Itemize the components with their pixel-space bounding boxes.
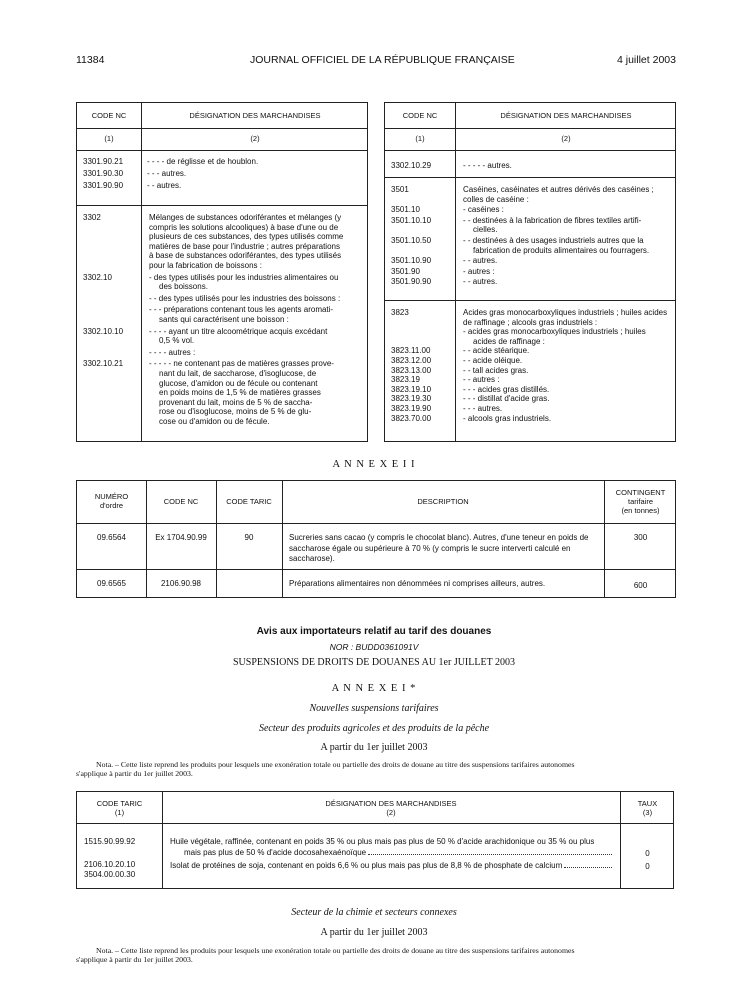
row-text (463, 385, 673, 395)
row-text: - - autres. (147, 181, 182, 190)
row-line: rose ou d'isoglucose, moins de 5 % de glu- (159, 407, 312, 417)
nota-agricole: Nota. – Cette liste reprend les produits pour lesquels une exonération totale ou partielle des droits de douane au titre des suspensions tarifaires autonomes s'applique à partir du 1er juillet 2003. (76, 760, 575, 778)
row-text (149, 305, 364, 324)
avis-nor: NOR : BUDD0361091V (329, 642, 419, 652)
row-line: pour la fabrication de boissons : (149, 260, 262, 270)
row-text (463, 308, 673, 327)
row-code: 3301.90.90 (83, 181, 124, 190)
page-date: 4 juillet 2003 (617, 54, 676, 66)
table-row (77, 181, 369, 193)
date-agricole: A partir du 1er juillet 2003 (320, 742, 428, 753)
col-header-code-nc: CODE NC (91, 111, 127, 120)
row-line: - - des types utilisés pour les industries des boissons : (149, 293, 341, 303)
row-code: 3823.13.00 (391, 365, 432, 375)
right-nc-table (384, 102, 676, 442)
row-line: - - acide stéarique. (463, 346, 530, 356)
row-code: 3302.10.21 (83, 359, 124, 369)
taric-row2-codes: 2106.10.20.10 3504.00.00.30 (84, 860, 136, 879)
right-block-3 (385, 308, 677, 423)
col-num-2: (2) (250, 134, 260, 143)
row-text (463, 267, 673, 277)
row-code: 3302.10.10 (83, 326, 124, 336)
row2-code-nc: 2106.90.98 (160, 579, 202, 588)
row-code: 3823.70.00 (391, 413, 432, 423)
col-num-1: (1) (104, 134, 114, 143)
row-line: - - - acides gras distillés. (463, 384, 550, 394)
left-block-2 (77, 213, 369, 428)
row-line: fabrication de produits alimentaires ou fourragers. (473, 245, 650, 255)
row-text (463, 327, 673, 346)
row1-taric: 90 (244, 533, 254, 542)
row-line: glucose, d'amidon ou de fécule ou contenant (159, 378, 318, 388)
table-row (77, 294, 369, 304)
header-code-taric: CODE TARIC (1) (96, 799, 143, 817)
row-text (149, 348, 364, 358)
avis-title: Avis aux importateurs relatif au tarif des douanes (256, 626, 492, 637)
row-text: - - - autres. (147, 169, 187, 178)
right-block-1 (385, 161, 677, 171)
row-line: sants qui caractérisent une boisson : (159, 314, 289, 324)
row-text (149, 273, 364, 292)
row-line: nant du lait, de saccharose, d'isoglucose, de (159, 368, 317, 378)
row-line: Acides gras monocarboxyliques industriels ; huiles acides (463, 308, 668, 317)
row-code: 3823.19.90 (391, 403, 432, 413)
row-line: - - - - autres : (149, 347, 196, 357)
table-row (385, 346, 677, 356)
row2-contingent: 600 (633, 581, 648, 590)
row-line: - - autres. (463, 256, 498, 266)
col-header-designation: DÉSIGNATION DES MARCHANDISES (189, 111, 321, 120)
row-line: en poids moins de 1,5 % de matières grasses (159, 388, 321, 398)
table-row (385, 356, 677, 366)
table-row (385, 161, 677, 171)
header-code-taric: CODE TARIC (226, 497, 272, 506)
row-line: compris les solutions alcooliques) à base d'une ou de (149, 222, 339, 232)
col-num-1: (1) (415, 134, 425, 143)
row-code: 3501.10.50 (391, 235, 432, 245)
table-row (385, 216, 677, 235)
row-line: des boissons. (159, 282, 208, 292)
row-code: 3501.10.90 (391, 256, 432, 266)
table-row (385, 414, 677, 424)
table-row (385, 327, 677, 346)
avis-subtitle: SUSPENSIONS DE DROITS DE DOUANES AU 1er JUILLET 2003 (232, 657, 516, 668)
row-line: - alcools gras industriels. (463, 413, 552, 423)
row2-description: Préparations alimentaires non dénommées ni comprises ailleurs, autres. (289, 579, 546, 588)
row-line: Caséines, caséinates et autres dérivés des caséines ; (463, 185, 654, 194)
secteur-agricole: Secteur des produits agricoles et des produits de la pêche (258, 723, 490, 734)
row-text (463, 375, 673, 385)
row-line: - acides gras monocarboxyliques industriels ; huiles (463, 327, 646, 337)
row-line: - - destinées à des usages industriels autres que la (463, 235, 644, 245)
row-text (463, 346, 673, 356)
header-taux: TAUX (3) (637, 799, 658, 817)
row1-description: Sucreries sans cacao (y compris le chocolat blanc). Autres, d'une teneur en poids de saccharose égale ou supérieure à 70 % (y compris le sucre interverti calculé en saccharose). (289, 533, 589, 563)
row-text (463, 216, 673, 235)
row-line: - - - - - ne contenant pas de matières grasses prove- (149, 359, 334, 369)
row-line: - - tall acides gras. (463, 365, 529, 375)
row-text (463, 366, 673, 376)
table-row (385, 394, 677, 404)
row-line: colles de caséine : (463, 194, 529, 204)
header-contingent: CONTINGENT tarifaire (en tonnes) (615, 488, 666, 515)
left-block-1 (77, 157, 369, 193)
col-header-designation: DÉSIGNATION DES MARCHANDISES (500, 111, 632, 120)
row-code: 3823.19.10 (391, 384, 432, 394)
row-text (463, 277, 673, 287)
table-row (385, 277, 677, 287)
row2-numero: 09.6565 (97, 579, 126, 588)
page-number: 11384 (76, 54, 105, 66)
row-text (463, 404, 673, 414)
nota-chimie: Nota. – Cette liste reprend les produits pour lesquels une exonération totale ou partielle des droits de douane au titre des suspensions tarifaires autonomes s'applique à partir du 1er juillet 2003. (76, 946, 575, 964)
table-row (385, 267, 677, 277)
table-row (385, 385, 677, 395)
row-text (463, 205, 673, 215)
nouvelles-suspensions: Nouvelles suspensions tarifaires (309, 703, 439, 714)
table-row (385, 185, 677, 204)
row-line: cielles. (473, 225, 498, 235)
row-line: - - - - ayant un titre alcoométrique acquis excédant (149, 326, 328, 336)
row-line: Mélanges de substances odoriférantes et mélanges (y (149, 213, 342, 222)
row-code: 3823.11.00 (391, 346, 431, 356)
row-code: 3823.19.30 (391, 394, 432, 404)
annexe-i-title: A N N E X E I * (331, 683, 417, 694)
row-line: - - autres. (463, 277, 498, 287)
annexe-ii-title: A N N E X E I I (332, 459, 416, 470)
row-text (149, 327, 364, 346)
date-chimie: A partir du 1er juillet 2003 (320, 927, 428, 938)
row-line: cose ou d'amidon ou de fécule. (159, 416, 270, 426)
taric-row2-taux: 0 (645, 862, 650, 871)
taric-row1-taux: 0 (645, 849, 650, 858)
table-row (385, 375, 677, 385)
table-row (77, 305, 369, 324)
row-code: 3501.10 (391, 205, 420, 215)
row-line: - - autres : (463, 375, 500, 385)
row-text (463, 161, 673, 171)
table-row (77, 273, 369, 292)
row1-contingent: 300 (633, 533, 648, 542)
row-text (149, 213, 364, 271)
row-text (149, 359, 364, 426)
row-text (463, 256, 673, 266)
row-text (463, 414, 673, 424)
table-row (77, 169, 369, 181)
row-line: - - acide oléique. (463, 355, 523, 365)
table-row (77, 213, 369, 271)
table-row (385, 256, 677, 266)
row-code: 3823.12.00 (391, 355, 432, 365)
row-code: 3301.90.21 (83, 157, 124, 166)
annexe-ii-table (76, 480, 676, 598)
table-row (385, 366, 677, 376)
table-row (77, 348, 369, 358)
table-row (385, 404, 677, 414)
taric-row2-description: Isolat de protéines de soja, contenant en poids 6,6 % ou plus mais pas plus de 8,8 % de phosphate de calcium (170, 861, 614, 871)
header-description: DESCRIPTION (417, 497, 469, 506)
table-row (385, 236, 677, 255)
row-code: 3501.90 (391, 266, 420, 276)
row-line: 0,5 % vol. (159, 336, 195, 346)
row-line: plusieurs de ces substances, des types utilisés comme (149, 232, 344, 242)
header-code-nc: CODE NC (163, 497, 199, 506)
row-line: - - - autres. (463, 403, 503, 413)
col-header-code-nc: CODE NC (402, 111, 438, 120)
row-text (463, 394, 673, 404)
col-num-2: (2) (561, 134, 571, 143)
row1-numero: 09.6564 (97, 533, 126, 542)
header-designation: DÉSIGNATION DES MARCHANDISES (2) (325, 799, 457, 817)
taric-table (76, 791, 674, 889)
row-code: 3823.19 (391, 375, 420, 385)
row-line: - autres : (463, 266, 495, 276)
row-line: - - destinées à la fabrication de fibres textiles artifi- (463, 215, 642, 225)
row-line: - - - distillat d'acide gras. (463, 394, 550, 404)
secteur-chimie: Secteur de la chimie et secteurs connexes (291, 907, 457, 918)
left-nc-table (76, 102, 368, 442)
row-code: 3302.10.29 (391, 161, 432, 170)
row-line: - des types utilisés pour les industries alimentaires ou (149, 272, 339, 282)
row-line: - - - - - autres. (463, 161, 512, 170)
table-row (385, 205, 677, 215)
row-line: - caséines : (463, 205, 504, 215)
row-line: provenant du lait, moins de 5 % de saccha- (159, 397, 313, 407)
row-text (463, 236, 673, 255)
table-row (77, 327, 369, 346)
right-block-2 (385, 185, 677, 288)
row-code: 3501 (391, 185, 409, 194)
row-line: - - - préparations contenant tous les agents aromati- (149, 305, 334, 315)
row-line: matières de base pour l'industrie ; autres préparations (149, 241, 340, 251)
table-row (77, 157, 369, 169)
row-code: 3501.90.90 (391, 277, 432, 287)
row1-code-nc: Ex 1704.90.99 (155, 533, 207, 542)
row-line: de raffinage ; alcools gras industriels : (463, 317, 598, 327)
row-text: - - - - de réglisse et de houblon. (147, 157, 259, 166)
journal-title: JOURNAL OFFICIEL DE LA RÉPUBLIQUE FRANÇAISE (250, 54, 515, 66)
row-line: acides de raffinage : (473, 336, 545, 346)
header-numero: NUMÉRO d'ordre (94, 492, 129, 510)
taric-row1-description: Huile végétale, raffinée, contenant en poids 35 % ou plus mais pas plus de 50 % d'acide arachidonique ou 35 % ou plus mais pas plus de 50 % d'acide docosahexaénoïque (170, 837, 614, 858)
row-code: 3302 (83, 213, 101, 222)
row-line: à base de substances odoriférantes, des types utilisés (149, 251, 342, 261)
row-text (463, 356, 673, 366)
table-row (385, 308, 677, 327)
row-code: 3302.10 (83, 272, 112, 282)
row-text (149, 294, 364, 304)
row-text (463, 185, 673, 204)
taric-row1-code: 1515.90.99.92 (84, 837, 136, 846)
row-code: 3823 (391, 308, 409, 317)
row-code: 3501.10.10 (391, 215, 432, 225)
row-code: 3301.90.30 (83, 169, 124, 178)
table-row (77, 359, 369, 426)
